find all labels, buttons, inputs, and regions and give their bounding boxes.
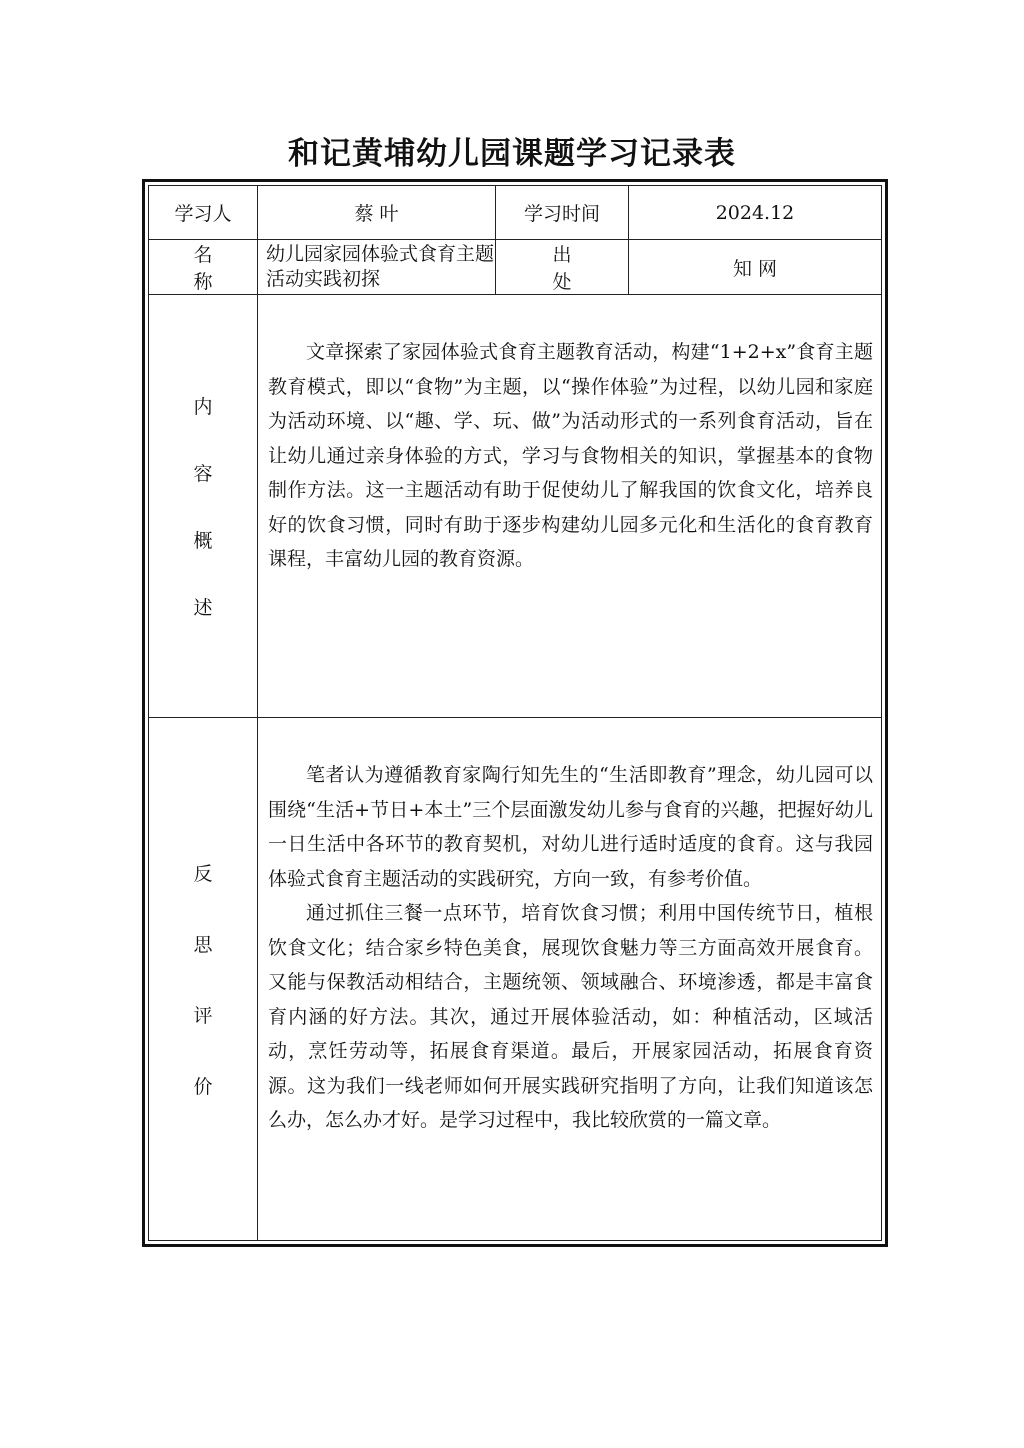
summary-label-char: 概 [193, 530, 213, 552]
article-name-value: 幼儿园家园体验式食育主题活动实践初探 [258, 240, 496, 295]
record-table [148, 185, 882, 1241]
learner-value: 蔡 叶 [258, 186, 496, 240]
summary-label [149, 295, 258, 718]
reflection-label [149, 718, 258, 1241]
study-time-label: 学习时间 [496, 186, 629, 240]
summary-label-char: 内 [193, 396, 213, 418]
reflection-label-char: 思 [193, 934, 213, 956]
table-row-summary [149, 295, 882, 718]
study-time-value: 2024.12 [629, 186, 882, 240]
source-label: 出 处 [496, 240, 629, 295]
table-row-learner [149, 186, 882, 240]
summary-paragraph: 文章探索了家园体验式食育主题教育活动，构建“1+2+x”食育主题教育模式，即以“食物”为主题，以“操作体验”为过程，以幼儿园和家庭为活动环境、以“趣、学、玩、做”为活动形式的一系列食育活动，旨在让幼儿通过亲身体验的方式，学习与食物相关的知识，掌握基本的食物制作方法。这一主题活动有助于促使幼儿了解我国的饮食文化，培养良好的饮食习惯，同时有助于逐步构建幼儿园多元化和生活化的食育教育课程，丰富幼儿园的教育资源。 [268, 341, 873, 570]
reflection-paragraph: 笔者认为遵循教育家陶行知先生的“生活即教育”理念，幼儿园可以围绕“生活+节日+本土”三个层面激发幼儿参与食育的兴趣，把握好幼儿一日生活中各环节的教育契机，对幼儿进行适时适度的食育。这与我园体验式食育主题活动的实践研究，方向一致，有参考价值。 [268, 764, 873, 890]
page-title: 和记黄埔幼儿园课题学习记录表 [288, 136, 736, 172]
reflection-label-char: 反 [193, 863, 213, 885]
summary-label-char: 容 [193, 463, 213, 485]
reflection-paragraph: 通过抓住三餐一点环节，培育饮食习惯；利用中国传统节日，植根饮食文化；结合家乡特色美食，展现饮食魅力等三方面高效开展食育。又能与保教活动相结合，主题统领、领域融合、环境渗透，都是丰富食育内涵的好方法。其次，通过开展体验活动，如：种植活动，区域活动，烹饪劳动等，拓展食育渠道。最后，开展家园活动，拓展食育资源。这为我们一线老师如何开展实践研究指明了方向，让我们知道该怎么办，怎么办才好。是学习过程中，我比较欣赏的一篇文章。 [268, 902, 873, 1131]
summary-content [258, 295, 882, 718]
table-row-name [149, 240, 882, 295]
reflection-label-char: 价 [193, 1076, 213, 1098]
reflection-label-char: 评 [193, 1005, 213, 1027]
summary-label-char: 述 [193, 597, 213, 619]
table-row-reflection [149, 718, 882, 1241]
reflection-content [258, 718, 882, 1241]
source-value: 知 网 [629, 240, 882, 295]
learner-label: 学习人 [149, 186, 258, 240]
record-form [142, 179, 888, 1247]
name-label: 名 称 [149, 240, 258, 295]
